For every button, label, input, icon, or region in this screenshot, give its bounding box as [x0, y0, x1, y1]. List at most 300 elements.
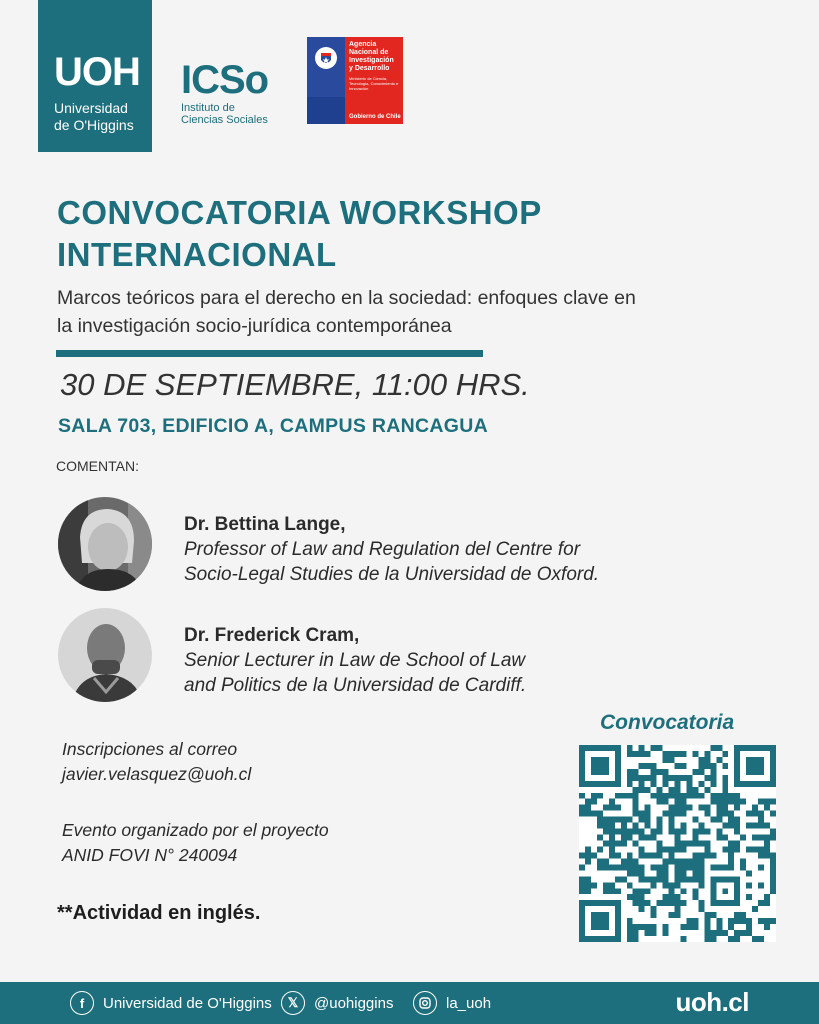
uoh-name-line1: Universidad [54, 100, 128, 116]
footer-x-label: @uohiggins [314, 994, 394, 1012]
qr-module [639, 829, 645, 835]
qr-module [609, 823, 615, 829]
qr-module [710, 912, 716, 918]
anid-gov: Gobierno de Chile [349, 114, 401, 120]
qr-module [710, 936, 716, 942]
qr-module [609, 805, 615, 811]
qr-module [657, 829, 663, 835]
qr-module [651, 793, 657, 799]
speaker-name: Dr. Bettina Lange, [184, 514, 346, 535]
qr-module [621, 841, 627, 847]
qr-module [627, 930, 633, 936]
qr-label: Convocatoria [600, 711, 735, 734]
qr-module [716, 924, 722, 930]
qr-module [669, 775, 675, 781]
qr-module [740, 864, 746, 870]
qr-module [639, 745, 645, 751]
qr-module [615, 864, 621, 870]
qr-module [579, 793, 585, 799]
qr-module [722, 781, 728, 787]
qr-module [752, 823, 758, 829]
qr-module [627, 864, 633, 870]
speaker-photo [58, 608, 152, 702]
qr-module [722, 805, 728, 811]
qr-module [633, 930, 639, 936]
qr-module [627, 817, 633, 823]
qr-module [704, 751, 710, 757]
qr-module [603, 841, 609, 847]
qr-module [579, 852, 585, 858]
qr-module [746, 870, 752, 876]
qr-module [734, 793, 740, 799]
qr-module [686, 787, 692, 793]
qr-module [675, 793, 681, 799]
qr-module [603, 864, 609, 870]
qr-module [669, 787, 675, 793]
qr-module [645, 751, 651, 757]
qr-module [722, 811, 728, 817]
qr-module [663, 781, 669, 787]
footer-x[interactable] [281, 991, 393, 1015]
footer-instagram[interactable] [413, 991, 491, 1015]
qr-module [704, 912, 710, 918]
qr-module [740, 858, 746, 864]
qr-module [740, 918, 746, 924]
qr-module [680, 793, 686, 799]
qr-module [704, 829, 710, 835]
qr-module [669, 811, 675, 817]
qr-module [627, 835, 633, 841]
qr-module [752, 805, 758, 811]
qr-module [633, 888, 639, 894]
qr-module [621, 858, 627, 864]
speaker-photo [58, 497, 152, 591]
qr-module [639, 870, 645, 876]
qr-module [692, 918, 698, 924]
qr-module [597, 817, 603, 823]
qr-module [633, 799, 639, 805]
qr-module [669, 829, 675, 835]
qr-module [698, 823, 704, 829]
qr-module [627, 852, 633, 858]
qr-module [621, 864, 627, 870]
qr-module [621, 793, 627, 799]
qr-module [603, 888, 609, 894]
qr-module [585, 888, 591, 894]
qr-module [728, 936, 734, 942]
qr-module [675, 882, 681, 888]
qr-module [675, 912, 681, 918]
uoh-name-line2: de O'Higgins [54, 117, 134, 133]
qr-module [609, 852, 615, 858]
organizer-line1: Evento organizado por el proyecto [62, 820, 329, 840]
qr-module [680, 846, 686, 852]
qr-module [603, 882, 609, 888]
qr-module [639, 894, 645, 900]
qr-module [686, 781, 692, 787]
qr-module [669, 805, 675, 811]
activity-language-note: **Actividad en inglés. [57, 902, 261, 924]
qr-module [579, 811, 585, 817]
qr-module [657, 769, 663, 775]
qr-module [680, 888, 686, 894]
qr-module [716, 811, 722, 817]
qr-module [698, 852, 704, 858]
qr-module [675, 775, 681, 781]
qr-module [722, 835, 728, 841]
qr-module [746, 811, 752, 817]
qr-module [621, 829, 627, 835]
qr-module [764, 924, 770, 930]
qr-module [609, 882, 615, 888]
qr-module [651, 835, 657, 841]
qr-module [609, 835, 615, 841]
speaker-card [58, 608, 698, 703]
qr-module [615, 793, 621, 799]
qr-module [698, 882, 704, 888]
chile-shield-icon [313, 45, 339, 71]
qr-module [669, 757, 675, 763]
qr-module [752, 811, 758, 817]
qr-module [680, 841, 686, 847]
qr-module [698, 781, 704, 787]
qr-module [764, 799, 770, 805]
qr-module [663, 870, 669, 876]
qr-module [770, 888, 776, 894]
qr-module [645, 763, 651, 769]
qr-module [591, 811, 597, 817]
qr-module [734, 918, 740, 924]
qr-module [657, 852, 663, 858]
qr-module [746, 894, 752, 900]
qr-module [669, 900, 675, 906]
qr-module [627, 793, 633, 799]
qr-module [633, 811, 639, 817]
qr-module [686, 876, 692, 882]
qr-module [728, 817, 734, 823]
qr-module [728, 852, 734, 858]
qr-module [704, 930, 710, 936]
registration-email[interactable]: javier.velasquez@uoh.cl [62, 764, 252, 784]
footer-facebook[interactable] [70, 991, 272, 1015]
qr-module [651, 781, 657, 787]
qr-module [770, 829, 776, 835]
qr-module [692, 751, 698, 757]
qr-module [698, 900, 704, 906]
qr-module [764, 918, 770, 924]
qr-module [704, 775, 710, 781]
qr-module [627, 858, 633, 864]
qr-module [770, 852, 776, 858]
qr-module [722, 799, 728, 805]
qr-module [728, 924, 734, 930]
qr-module [591, 882, 597, 888]
qr-module [740, 912, 746, 918]
qr-module [692, 894, 698, 900]
qr-module [675, 763, 681, 769]
qr-module [698, 805, 704, 811]
qr-module [722, 763, 728, 769]
qr-module [603, 805, 609, 811]
footer-facebook-label: Universidad de O'Higgins [103, 994, 272, 1012]
qr-module [609, 817, 615, 823]
qr-module [758, 936, 764, 942]
qr-module [722, 823, 728, 829]
qr-module [627, 829, 633, 835]
qr-module [657, 870, 663, 876]
event-subtitle-line1: Marcos teóricos para el derecho en la sociedad: enfoques clave en [57, 287, 636, 309]
qr-module [639, 775, 645, 781]
x-icon: 𝕏 [281, 991, 305, 1015]
qr-module [740, 835, 746, 841]
qr-module [621, 817, 627, 823]
anid-logo-text [345, 37, 403, 124]
qr-module [680, 823, 686, 829]
qr-module [615, 852, 621, 858]
qr-module [627, 870, 633, 876]
qr-module [716, 918, 722, 924]
qr-module [651, 745, 657, 751]
qr-module [603, 858, 609, 864]
qr-module [657, 745, 663, 751]
qr-module [740, 799, 746, 805]
qr-module [722, 846, 728, 852]
uoh-logo-name [54, 100, 134, 134]
qr-module [722, 793, 728, 799]
qr-module [633, 936, 639, 942]
qr-module [651, 864, 657, 870]
qr-module [663, 775, 669, 781]
qr-module [597, 846, 603, 852]
qr-module [728, 846, 734, 852]
qr-module [692, 858, 698, 864]
qr-module [633, 823, 639, 829]
qr-module [669, 882, 675, 888]
qr-module [633, 805, 639, 811]
qr-module [585, 805, 591, 811]
qr-module [734, 823, 740, 829]
qr-module [639, 811, 645, 817]
qr-module [752, 936, 758, 942]
qr-module [746, 924, 752, 930]
qr-module [633, 894, 639, 900]
qr-module [704, 852, 710, 858]
qr-module [764, 900, 770, 906]
qr-module [710, 781, 716, 787]
qr-module [639, 763, 645, 769]
qr-module [675, 864, 681, 870]
qr-module [716, 793, 722, 799]
qr-module [669, 852, 675, 858]
qr-module [680, 805, 686, 811]
qr-module [639, 924, 645, 930]
qr-module [633, 829, 639, 835]
qr-module [758, 882, 764, 888]
footer-website[interactable]: uoh.cl [675, 987, 749, 1017]
qr-module [758, 799, 764, 805]
qr-module [585, 799, 591, 805]
icso-logo [181, 60, 268, 126]
qr-module [764, 894, 770, 900]
qr-code[interactable] [579, 745, 776, 942]
qr-module [579, 876, 585, 882]
qr-module [579, 864, 585, 870]
event-venue: SALA 703, EDIFICIO A, CAMPUS RANCAGUA [58, 415, 489, 437]
qr-module [692, 787, 698, 793]
qr-module [758, 918, 764, 924]
qr-module [675, 846, 681, 852]
event-title [57, 192, 697, 276]
qr-module [627, 781, 633, 787]
qr-module [663, 799, 669, 805]
qr-module [651, 775, 657, 781]
event-subtitle-line2: la investigación socio-jurídica contemporánea [57, 315, 452, 337]
qr-module [728, 858, 734, 864]
divider [56, 350, 483, 357]
qr-module [663, 930, 669, 936]
qr-module [675, 858, 681, 864]
qr-module [615, 888, 621, 894]
qr-module [639, 852, 645, 858]
qr-module [704, 811, 710, 817]
qr-module [639, 835, 645, 841]
qr-module [657, 841, 663, 847]
qr-module [764, 805, 770, 811]
qr-module [758, 817, 764, 823]
qr-module [692, 793, 698, 799]
qr-module [710, 799, 716, 805]
qr-module [746, 930, 752, 936]
qr-module [686, 805, 692, 811]
qr-module [698, 841, 704, 847]
qr-module [746, 882, 752, 888]
qr-module [615, 817, 621, 823]
qr-module [609, 864, 615, 870]
qr-module [770, 864, 776, 870]
qr-module [758, 852, 764, 858]
qr-module [633, 900, 639, 906]
qr-module [669, 751, 675, 757]
qr-module [585, 811, 591, 817]
qr-module [663, 846, 669, 852]
qr-module [675, 894, 681, 900]
qr-module [633, 769, 639, 775]
qr-module [615, 829, 621, 835]
qr-module [716, 817, 722, 823]
qr-module [627, 924, 633, 930]
qr-module [722, 787, 728, 793]
qr-module [639, 864, 645, 870]
qr-module [663, 769, 669, 775]
qr-module [633, 870, 639, 876]
qr-module [692, 888, 698, 894]
qr-module [639, 846, 645, 852]
qr-module [633, 793, 639, 799]
qr-module [752, 906, 758, 912]
qr-module [639, 781, 645, 787]
qr-module [680, 751, 686, 757]
qr-module [633, 841, 639, 847]
qr-module [746, 823, 752, 829]
speaker-info [184, 512, 704, 587]
qr-module [657, 846, 663, 852]
qr-module [627, 751, 633, 757]
qr-module [704, 918, 710, 924]
qr-module [669, 846, 675, 852]
qr-module [734, 817, 740, 823]
qr-module [627, 882, 633, 888]
qr-module [710, 775, 716, 781]
qr-module [734, 936, 740, 942]
qr-module [657, 876, 663, 882]
qr-module [645, 835, 651, 841]
qr-module [740, 930, 746, 936]
qr-module [651, 930, 657, 936]
qr-module [728, 793, 734, 799]
qr-module [680, 829, 686, 835]
qr-module [645, 888, 651, 894]
instagram-icon [413, 991, 437, 1015]
speaker-role-line1: Senior Lecturer in Law de School of Law [184, 650, 526, 671]
qr-module [728, 918, 734, 924]
qr-module [663, 811, 669, 817]
speaker-card [58, 497, 698, 592]
qr-module [680, 870, 686, 876]
qr-module [734, 930, 740, 936]
qr-module [639, 751, 645, 757]
qr-module [770, 882, 776, 888]
qr-module [704, 936, 710, 942]
qr-module [651, 912, 657, 918]
qr-module [675, 781, 681, 787]
qr-module [758, 864, 764, 870]
event-date: 30 DE SEPTIEMBRE, 11:00 HRS. [60, 367, 530, 402]
qr-module [722, 775, 728, 781]
qr-module [770, 918, 776, 924]
qr-module [764, 823, 770, 829]
organizer-info [62, 818, 329, 868]
qr-module [686, 924, 692, 930]
qr-module [645, 823, 651, 829]
qr-module [609, 846, 615, 852]
organizer-line2: ANID FOVI N° 240094 [62, 845, 238, 865]
qr-module [710, 769, 716, 775]
qr-module [758, 823, 764, 829]
qr-module [752, 846, 758, 852]
qr-module [680, 799, 686, 805]
qr-module [722, 930, 728, 936]
speaker-role-line2: and Politics de la Universidad de Cardiff. [184, 675, 527, 696]
qr-module [704, 787, 710, 793]
icso-line1: Instituto de [181, 102, 235, 114]
qr-module [663, 858, 669, 864]
qr-module [597, 823, 603, 829]
icso-line2: Ciencias Sociales [181, 114, 268, 126]
qr-module [680, 763, 686, 769]
qr-module [758, 811, 764, 817]
qr-module [663, 894, 669, 900]
qr-module [686, 918, 692, 924]
registration-label: Inscripciones al correo [62, 739, 238, 759]
qr-module [645, 852, 651, 858]
qr-module [639, 787, 645, 793]
qr-module [663, 757, 669, 763]
qr-module [734, 799, 740, 805]
qr-module [657, 823, 663, 829]
qr-module [716, 745, 722, 751]
footer-instagram-label: la_uoh [446, 994, 492, 1012]
qr-module [710, 745, 716, 751]
